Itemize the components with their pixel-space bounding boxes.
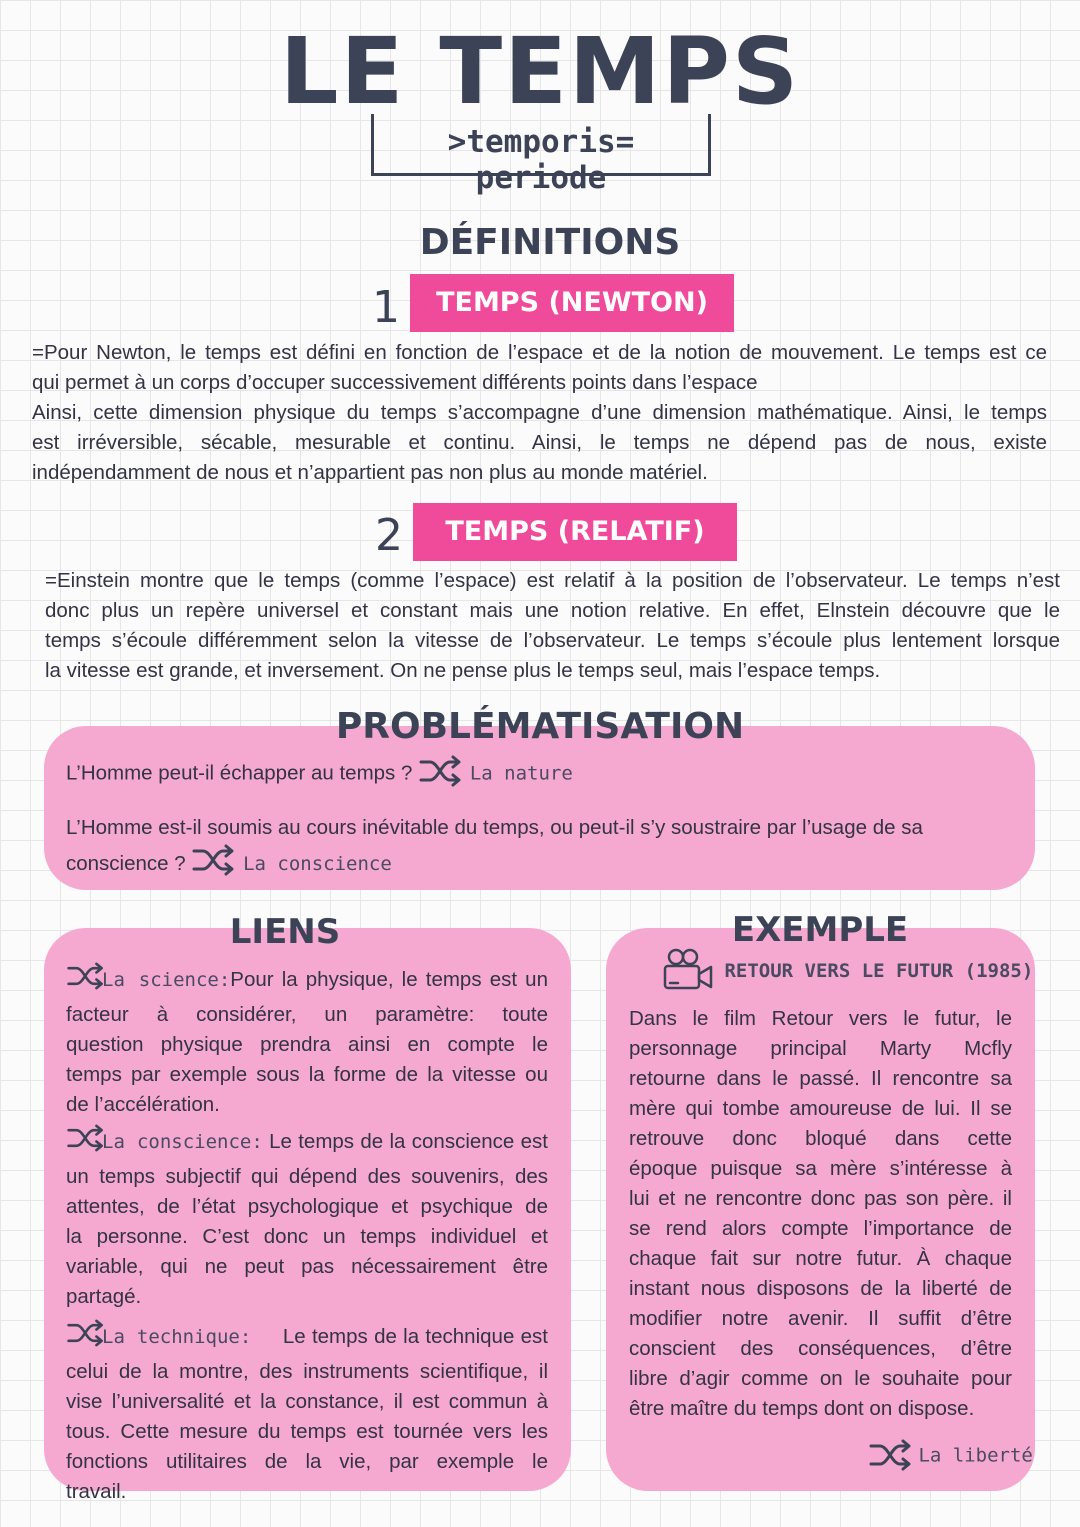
film-title: RETOUR VERS LE FUTUR (1985)	[724, 959, 1034, 982]
shuffle-icon	[66, 1318, 106, 1357]
definition-2-number: 2	[375, 510, 403, 561]
text-line: être maître du temps dont on dispose.	[629, 1397, 975, 1420]
text-line: lui et ne rencontre donc pas son père. il	[629, 1187, 1012, 1210]
text-line: =Pour Newton, le temps est défini en fonction de l’espace et de la notion de mouvement. Le temps est ce	[32, 341, 1047, 364]
shuffle-icon	[868, 1438, 914, 1477]
text-line: instant nous disposons de la liberté de	[629, 1277, 1012, 1300]
exemple-text	[629, 1004, 1012, 1424]
shuffle-icon	[418, 754, 464, 794]
link-liberte: La liberté	[918, 1444, 1033, 1467]
etymology-text: >temporis= periode	[447, 124, 635, 196]
text-line: travail.	[66, 1480, 127, 1503]
text-line: modifier notre avenir. Il suffit d’être	[629, 1307, 1012, 1330]
text-line: retrouve donc bloqué dans cette	[629, 1127, 1012, 1150]
question-1	[66, 754, 573, 794]
link-conscience-2: La conscience:	[102, 1130, 263, 1153]
problematisation-heading: PROBLÉMATISATION	[335, 706, 745, 747]
text-line: attentes, de l’état psychologique et psychique de	[66, 1195, 548, 1218]
text-line: temps par exemple sous la forme de la vitesse ou	[66, 1063, 548, 1086]
text-line: libre d’agir comme on le souhaite pour	[629, 1367, 1012, 1390]
text-line: mère qui tombe amoureuse de lui. Il se	[629, 1097, 1012, 1120]
link-science: La science:	[102, 968, 231, 991]
text-line: =Einstein montre que le temps (comme l’espace) est relatif à la position de l’observateur. Le temps n’est	[45, 569, 1060, 592]
text-line: la personne. C’est donc un temps individuel et	[66, 1225, 548, 1248]
text-line: question physique prendra ainsi en compte le	[66, 1033, 548, 1056]
page-title: LE TEMPS	[279, 18, 801, 125]
text-line: se rend alors compte l’importance de	[629, 1217, 1012, 1240]
text-line: la vitesse est grande, et inversement. On ne pense plus le temps seul, mais l’espace temps.	[45, 659, 881, 682]
text-line: vise l’universalité et la constance, il est commun à	[66, 1390, 548, 1413]
link-technique: La technique:	[102, 1325, 252, 1348]
shuffle-icon	[66, 1123, 106, 1162]
liens-conscience	[66, 1123, 548, 1162]
text-line: de l’accélération.	[66, 1093, 220, 1116]
liberte-link-row	[868, 1438, 1033, 1477]
exemple-heading: EXEMPLE	[731, 910, 909, 950]
text-line: facteur à considérer, un paramètre: toute	[66, 1003, 548, 1026]
text-line: temps s’écoule différemment selon la vitesse de l’observateur. Le temps s’écoule plus lentement lorsque	[45, 629, 1060, 652]
text-line: Dans le film Retour vers le futur, le	[629, 1007, 1012, 1030]
text-line: donc plus un repère universel et constant mais une notion relative. En effet, Elnstein découvre que le	[45, 599, 1060, 622]
link-nature: La nature	[469, 762, 573, 785]
video-camera-icon	[662, 947, 714, 998]
definition-1-number: 1	[372, 282, 400, 333]
shuffle-icon	[66, 961, 106, 1000]
text-line: un temps subjectif qui dépend des souvenirs, des	[66, 1165, 548, 1188]
text-line: qui permet à un corps d’occuper successivement différents points dans l’espace	[32, 371, 758, 394]
question-2	[66, 813, 1026, 886]
definition-1-text	[32, 338, 1047, 488]
text-line: Le temps de la technique est	[282, 1324, 548, 1348]
shuffle-icon	[191, 843, 237, 886]
text-line: Pour la physique, le temps est un	[230, 967, 548, 991]
text-line: indépendamment de nous et n’appartient pas non plus au monde matériel.	[32, 461, 708, 484]
text-line: tous. Cette mesure du temps est tournée vers les	[66, 1420, 548, 1443]
question-2-line-2: conscience ?	[66, 851, 186, 875]
etymology-box	[371, 114, 711, 196]
text-line: époque puisque sa mère s’intéresse à	[629, 1157, 1012, 1180]
liens-technique	[66, 1318, 548, 1357]
definitions-heading: DÉFINITIONS	[419, 222, 681, 263]
definition-2-text	[45, 566, 1060, 686]
text-line: variable, qui ne peut pas nécessairement être	[66, 1255, 548, 1278]
definition-2-label: TEMPS (RELATIF)	[413, 503, 737, 561]
question-1-text: L’Homme peut-il échapper au temps ?	[66, 761, 413, 785]
text-line: Ainsi, cette dimension physique du temps s’accompagne d’une dimension mathématique. Ainsi, le temps	[32, 401, 1047, 424]
text-line: est irréversible, sécable, mesurable et continu. Ainsi, le temps ne dépend pas de nous, existe	[32, 431, 1047, 454]
text-line: Le temps de la conscience est	[269, 1129, 548, 1153]
question-2-line-1: L’Homme est-il soumis au cours inévitable du temps, ou peut-il s’y soustraire par l’usage de sa	[66, 816, 923, 839]
text-line: conscient des conséquences, d’être	[629, 1337, 1012, 1360]
text-line: personnage principal Marty Mcfly	[629, 1037, 1012, 1060]
text-line: retourne dans le passé. Il rencontre sa	[629, 1067, 1012, 1090]
text-line: celui de la montre, des instruments scientifique, il	[66, 1360, 548, 1383]
link-conscience: La conscience	[243, 852, 392, 875]
liens-heading: LIENS	[229, 912, 341, 952]
liens-science	[66, 961, 548, 1000]
liens-text	[66, 961, 548, 1507]
text-line: partagé.	[66, 1285, 142, 1308]
film-title-row	[662, 947, 1033, 998]
definition-1-label: TEMPS (NEWTON)	[410, 274, 734, 332]
text-line: chaque fait sur notre futur. À chaque	[629, 1247, 1012, 1270]
text-line: fonctions utilitaires de la vie, par exemple le	[66, 1450, 548, 1473]
